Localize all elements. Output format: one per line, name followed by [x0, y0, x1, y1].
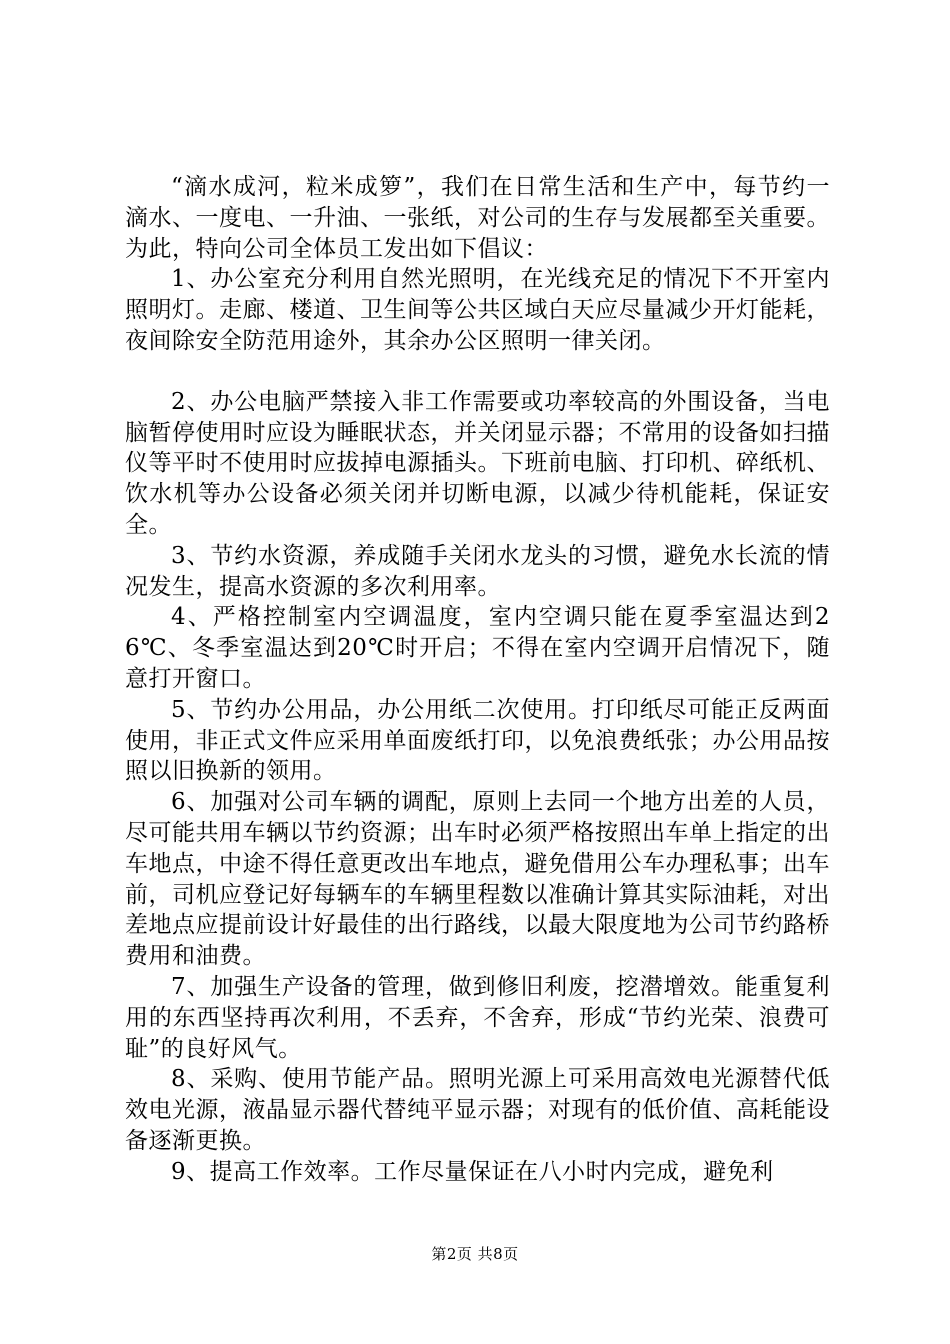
- paragraph-gap: [125, 357, 830, 387]
- item-7-paragraph: 7、加强生产设备的管理，做到修旧利废，挖潜增效。能重复利用的东西坚持再次利用，不丢弃，不舍弃，形成“节约光荣、浪费可耻”的良好风气。: [125, 973, 830, 1062]
- item-2-paragraph: 2、办公电脑严禁接入非工作需要或功率较高的外围设备，当电脑暂停使用时应设为睡眠状态，并关闭显示器；不常用的设备如扫描仪等平时不使用时应拔掉电源插头。下班前电脑、打印机、碎纸机、饮水机等办公设备必须关闭并切断电源，以减少待机能耗，保证安全。: [125, 388, 830, 538]
- item-3-paragraph: 3、节约水资源，养成随手关闭水龙头的习惯，避免水长流的情况发生，提高水资源的多次利用率。: [125, 542, 830, 600]
- item-6-paragraph: 6、加强对公司车辆的调配，原则上去同一个地方出差的人员，尽可能共用车辆以节约资源；出车时必须严格按照出车单上指定的出车地点，中途不得任意更改出车地点，避免借用公车办理私事；出车前，司机应登记好每辆车的车辆里程数以准确计算其实际油耗，对出差地点应提前设计好最佳的出行路线，以最大限度地为公司节约路桥费用和油费。: [125, 789, 830, 970]
- item-4-paragraph: 4、严格控制室内空调温度，室内空调只能在夏季室温达到26℃、冬季室温达到20℃时开启；不得在室内空调开启情况下，随意打开窗口。: [125, 604, 830, 692]
- item-8-paragraph: 8、采购、使用节能产品。照明光源上可采用高效电光源替代低效电光源，液晶显示器代替纯平显示器；对现有的低价值、高耗能设备逐渐更换。: [125, 1066, 830, 1154]
- item-9-paragraph: 9、提高工作效率。工作尽量保证在八小时内完成，避免利: [171, 1158, 774, 1185]
- intro-paragraph: “滴水成河，粒米成箩”，我们在日常生活和生产中，每节约一滴水、一度电、一升油、一张纸，对公司的生存与发展都至关重要。为此，特向公司全体员工发出如下倡议：: [125, 174, 830, 262]
- item-5-paragraph: 5、节约办公用品，办公用纸二次使用。打印纸尽可能正反两面使用，非正式文件应采用单面废纸打印，以免浪费纸张；办公用品按照以旧换新的领用。: [125, 696, 830, 785]
- page-number-footer: 第2页 共8页: [431, 1245, 519, 1263]
- document-body: [125, 172, 830, 1188]
- item-1-paragraph: 1、办公室充分利用自然光照明，在光线充足的情况下不开室内照明灯。走廊、楼道、卫生间等公共区域白天应尽量减少开灯能耗，夜间除安全防范用途外，其余办公区照明一律关闭。: [125, 266, 830, 354]
